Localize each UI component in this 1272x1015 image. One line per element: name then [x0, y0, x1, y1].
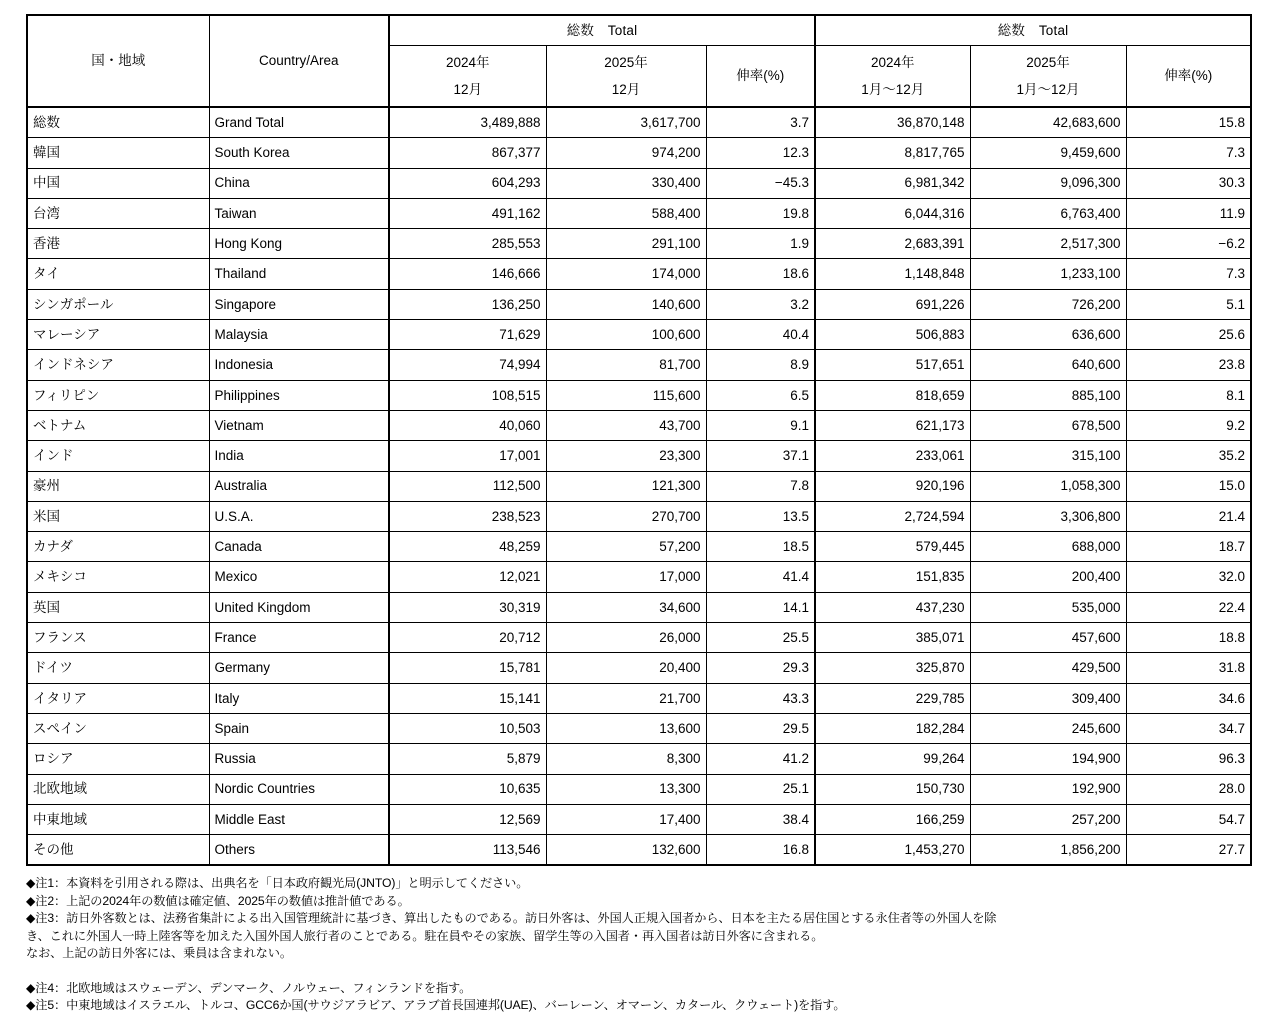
cell-country-jp: イタリア	[27, 683, 209, 713]
cell-country-en: Mexico	[209, 562, 389, 592]
table-row	[27, 592, 1251, 622]
table-row	[27, 774, 1251, 804]
cell-growth-cumulative: 35.2	[1126, 441, 1251, 471]
cell-dec-2025: 174,000	[546, 259, 706, 289]
cell-country-jp: インドネシア	[27, 350, 209, 380]
cell-cum-2025: 192,900	[970, 774, 1126, 804]
cell-dec-2024: 5,879	[389, 744, 546, 774]
cell-cum-2024: 6,981,342	[815, 168, 970, 198]
cell-growth-monthly: 13.5	[706, 501, 815, 531]
table-row	[27, 259, 1251, 289]
cell-growth-monthly: 18.5	[706, 532, 815, 562]
table-row	[27, 562, 1251, 592]
column-header-country-en: Country/Area	[209, 15, 389, 107]
table-row	[27, 744, 1251, 774]
cell-growth-cumulative: 32.0	[1126, 562, 1251, 592]
cell-country-jp: スペイン	[27, 713, 209, 743]
cell-cum-2024: 2,683,391	[815, 229, 970, 259]
cell-dec-2024: 108,515	[389, 380, 546, 410]
cell-country-en: Indonesia	[209, 350, 389, 380]
cell-cum-2025: 6,763,400	[970, 198, 1126, 228]
cell-dec-2025: 13,300	[546, 774, 706, 804]
cell-dec-2025: 43,700	[546, 410, 706, 440]
cell-growth-cumulative: 9.2	[1126, 410, 1251, 440]
table-row	[27, 471, 1251, 501]
cell-cum-2025: 2,517,300	[970, 229, 1126, 259]
cell-cum-2025: 1,856,200	[970, 835, 1126, 866]
cell-growth-monthly: −45.3	[706, 168, 815, 198]
cell-country-jp: 豪州	[27, 471, 209, 501]
table-row	[27, 168, 1251, 198]
cell-growth-monthly: 3.7	[706, 107, 815, 138]
cell-growth-monthly: 7.8	[706, 471, 815, 501]
cell-country-jp: インド	[27, 441, 209, 471]
cell-growth-cumulative: 18.8	[1126, 623, 1251, 653]
footnote-3-line-1: ◆注3：訪日外客数とは、法務省集計による出入国管理統計に基づき、算出したものである。訪日外客は、外国人正規入国者から、日本を主たる居住国とする永住者等の外国人を除	[26, 911, 997, 926]
cell-growth-monthly: 18.6	[706, 259, 815, 289]
cell-cum-2025: 9,096,300	[970, 168, 1126, 198]
footnote-3-line-2: き、これに外国人一時上陸客等を加えた入国外国人旅行者のことである。駐在員やその家族、留学生等の入国者・再入国者は訪日外客に含まれる。	[26, 928, 824, 943]
cell-growth-cumulative: 21.4	[1126, 501, 1251, 531]
footnotes	[26, 875, 1250, 1015]
table-row	[27, 138, 1251, 168]
cell-dec-2025: 20,400	[546, 653, 706, 683]
cell-dec-2024: 48,259	[389, 532, 546, 562]
cell-growth-cumulative: 27.7	[1126, 835, 1251, 866]
cell-growth-cumulative: 23.8	[1126, 350, 1251, 380]
cell-country-jp: その他	[27, 835, 209, 866]
cell-cum-2024: 166,259	[815, 804, 970, 834]
column-header-dec-2024-year: 2024年	[445, 54, 490, 70]
cell-growth-monthly: 1.9	[706, 229, 815, 259]
footnote-4: ◆注4：北欧地域はスウェーデン、デンマーク、ノルウェー、フィンランドを指す。	[26, 980, 472, 995]
cell-country-jp: マレーシア	[27, 320, 209, 350]
column-header-dec-2025	[546, 46, 706, 108]
table-row	[27, 350, 1251, 380]
cell-cum-2024: 233,061	[815, 441, 970, 471]
cell-growth-monthly: 38.4	[706, 804, 815, 834]
table-row	[27, 713, 1251, 743]
cell-dec-2025: 13,600	[546, 713, 706, 743]
cell-dec-2025: 81,700	[546, 350, 706, 380]
cell-cum-2024: 182,284	[815, 713, 970, 743]
cell-cum-2024: 1,148,848	[815, 259, 970, 289]
cell-growth-monthly: 9.1	[706, 410, 815, 440]
table-row	[27, 107, 1251, 138]
cell-cum-2025: 309,400	[970, 683, 1126, 713]
cell-dec-2024: 15,141	[389, 683, 546, 713]
column-header-cum-2025-year: 2025年	[1026, 54, 1070, 70]
cell-country-en: Germany	[209, 653, 389, 683]
table-row	[27, 623, 1251, 653]
column-header-dec-2025-month: 12月	[611, 81, 641, 97]
cell-dec-2025: 115,600	[546, 380, 706, 410]
cell-growth-cumulative: 8.1	[1126, 380, 1251, 410]
column-header-growth-cumulative: 伸率(%)	[1126, 46, 1251, 108]
cell-growth-monthly: 41.4	[706, 562, 815, 592]
cell-country-en: Russia	[209, 744, 389, 774]
table-row	[27, 653, 1251, 683]
cell-dec-2025: 34,600	[546, 592, 706, 622]
cell-dec-2024: 20,712	[389, 623, 546, 653]
cell-cum-2025: 535,000	[970, 592, 1126, 622]
cell-cum-2025: 640,600	[970, 350, 1126, 380]
cell-dec-2024: 30,319	[389, 592, 546, 622]
cell-cum-2025: 688,000	[970, 532, 1126, 562]
cell-country-jp: ロシア	[27, 744, 209, 774]
cell-country-en: Taiwan	[209, 198, 389, 228]
cell-country-en: Hong Kong	[209, 229, 389, 259]
table-row	[27, 683, 1251, 713]
cell-cum-2024: 2,724,594	[815, 501, 970, 531]
cell-cum-2024: 579,445	[815, 532, 970, 562]
cell-cum-2025: 9,459,600	[970, 138, 1126, 168]
cell-growth-monthly: 25.5	[706, 623, 815, 653]
cell-growth-cumulative: 54.7	[1126, 804, 1251, 834]
column-header-cum-2024-range: 1月～12月	[861, 81, 925, 97]
cell-cum-2024: 325,870	[815, 653, 970, 683]
column-header-dec-2024	[389, 46, 546, 108]
cell-dec-2024: 17,001	[389, 441, 546, 471]
cell-cum-2024: 150,730	[815, 774, 970, 804]
cell-dec-2024: 71,629	[389, 320, 546, 350]
cell-dec-2025: 140,600	[546, 289, 706, 319]
cell-country-jp: 台湾	[27, 198, 209, 228]
cell-growth-monthly: 37.1	[706, 441, 815, 471]
cell-dec-2024: 604,293	[389, 168, 546, 198]
cell-growth-monthly: 25.1	[706, 774, 815, 804]
cell-country-jp: 米国	[27, 501, 209, 531]
cell-cum-2024: 517,651	[815, 350, 970, 380]
cell-country-jp: カナダ	[27, 532, 209, 562]
cell-cum-2025: 726,200	[970, 289, 1126, 319]
cell-growth-monthly: 6.5	[706, 380, 815, 410]
cell-growth-cumulative: 34.7	[1126, 713, 1251, 743]
cell-growth-monthly: 19.8	[706, 198, 815, 228]
cell-dec-2024: 113,546	[389, 835, 546, 866]
cell-cum-2025: 429,500	[970, 653, 1126, 683]
column-header-cum-2024-year: 2024年	[871, 54, 915, 70]
cell-dec-2025: 588,400	[546, 198, 706, 228]
cell-country-en: Nordic Countries	[209, 774, 389, 804]
column-header-cum-2025-range: 1月～12月	[1016, 81, 1080, 97]
group-header-total-right: 総数 Total	[815, 15, 1251, 46]
cell-growth-cumulative: 96.3	[1126, 744, 1251, 774]
table-row	[27, 441, 1251, 471]
table-row	[27, 501, 1251, 531]
table-row	[27, 804, 1251, 834]
cell-cum-2024: 506,883	[815, 320, 970, 350]
cell-growth-monthly: 8.9	[706, 350, 815, 380]
cell-cum-2025: 42,683,600	[970, 107, 1126, 138]
cell-cum-2025: 636,600	[970, 320, 1126, 350]
cell-country-en: Others	[209, 835, 389, 866]
cell-growth-cumulative: 34.6	[1126, 683, 1251, 713]
cell-cum-2024: 6,044,316	[815, 198, 970, 228]
cell-country-en: Singapore	[209, 289, 389, 319]
group-header-total-left: 総数 Total	[389, 15, 815, 46]
cell-country-jp: 英国	[27, 592, 209, 622]
cell-dec-2025: 121,300	[546, 471, 706, 501]
cell-growth-cumulative: 15.8	[1126, 107, 1251, 138]
cell-country-en: United Kingdom	[209, 592, 389, 622]
cell-dec-2024: 136,250	[389, 289, 546, 319]
cell-country-en: Thailand	[209, 259, 389, 289]
cell-dec-2025: 100,600	[546, 320, 706, 350]
cell-country-en: Grand Total	[209, 107, 389, 138]
table-row	[27, 289, 1251, 319]
cell-country-jp: メキシコ	[27, 562, 209, 592]
cell-cum-2024: 691,226	[815, 289, 970, 319]
cell-growth-cumulative: 30.3	[1126, 168, 1251, 198]
cell-cum-2024: 8,817,765	[815, 138, 970, 168]
cell-cum-2024: 1,453,270	[815, 835, 970, 866]
footnote-5: ◆注5：中東地域はイスラエル、トルコ、GCC6か国(サウジアラビア、アラブ首長国連邦(UAE)、バーレーン、オマーン、カタール、クウェート)を指す。	[26, 998, 846, 1013]
cell-country-jp: ベトナム	[27, 410, 209, 440]
cell-country-en: India	[209, 441, 389, 471]
cell-dec-2025: 330,400	[546, 168, 706, 198]
cell-country-jp: 香港	[27, 229, 209, 259]
cell-growth-cumulative: 7.3	[1126, 259, 1251, 289]
cell-dec-2024: 285,553	[389, 229, 546, 259]
column-header-cum-2024	[815, 46, 970, 108]
cell-dec-2025: 23,300	[546, 441, 706, 471]
table-row	[27, 380, 1251, 410]
cell-country-en: Canada	[209, 532, 389, 562]
cell-dec-2025: 26,000	[546, 623, 706, 653]
visitor-statistics-table	[26, 14, 1252, 866]
column-header-dec-2025-year: 2025年	[604, 54, 648, 70]
footnote-1: ◆注1：本資料を引用される際は、出典名を「日本政府観光局(JNTO)」と明示してください。	[26, 876, 529, 891]
cell-cum-2024: 621,173	[815, 410, 970, 440]
table-body	[27, 107, 1251, 865]
cell-cum-2025: 457,600	[970, 623, 1126, 653]
cell-country-jp: タイ	[27, 259, 209, 289]
cell-country-jp: 北欧地域	[27, 774, 209, 804]
footnote-spacer	[26, 963, 1250, 980]
table-row	[27, 532, 1251, 562]
cell-growth-cumulative: 7.3	[1126, 138, 1251, 168]
cell-growth-monthly: 12.3	[706, 138, 815, 168]
cell-cum-2025: 1,058,300	[970, 471, 1126, 501]
cell-cum-2024: 385,071	[815, 623, 970, 653]
column-header-growth-monthly: 伸率(%)	[706, 46, 815, 108]
cell-dec-2025: 8,300	[546, 744, 706, 774]
cell-country-en: Spain	[209, 713, 389, 743]
cell-dec-2025: 270,700	[546, 501, 706, 531]
cell-cum-2025: 885,100	[970, 380, 1126, 410]
footnote-3-line-3: なお、上記の訪日外客には、乗員は含まれない。	[26, 946, 292, 961]
cell-growth-monthly: 43.3	[706, 683, 815, 713]
cell-dec-2024: 10,635	[389, 774, 546, 804]
cell-dec-2024: 238,523	[389, 501, 546, 531]
cell-growth-monthly: 14.1	[706, 592, 815, 622]
cell-growth-cumulative: 15.0	[1126, 471, 1251, 501]
cell-country-en: Philippines	[209, 380, 389, 410]
cell-growth-cumulative: 31.8	[1126, 653, 1251, 683]
cell-country-en: South Korea	[209, 138, 389, 168]
cell-cum-2025: 315,100	[970, 441, 1126, 471]
cell-country-jp: 中国	[27, 168, 209, 198]
cell-country-en: China	[209, 168, 389, 198]
cell-growth-cumulative: 28.0	[1126, 774, 1251, 804]
cell-country-en: Malaysia	[209, 320, 389, 350]
cell-dec-2025: 17,400	[546, 804, 706, 834]
cell-country-jp: 中東地域	[27, 804, 209, 834]
cell-country-jp: フィリピン	[27, 380, 209, 410]
cell-dec-2024: 112,500	[389, 471, 546, 501]
cell-growth-monthly: 3.2	[706, 289, 815, 319]
cell-cum-2025: 200,400	[970, 562, 1126, 592]
cell-dec-2024: 40,060	[389, 410, 546, 440]
cell-country-jp: シンガポール	[27, 289, 209, 319]
cell-cum-2025: 194,900	[970, 744, 1126, 774]
cell-growth-cumulative: 18.7	[1126, 532, 1251, 562]
column-header-country-jp: 国・地域	[27, 15, 209, 107]
footnote-2: ◆注2：上記の2024年の数値は確定値、2025年の数値は推計値である。	[26, 893, 410, 908]
cell-country-jp: 総数	[27, 107, 209, 138]
cell-dec-2024: 3,489,888	[389, 107, 546, 138]
cell-dec-2024: 867,377	[389, 138, 546, 168]
cell-cum-2025: 257,200	[970, 804, 1126, 834]
cell-growth-cumulative: 5.1	[1126, 289, 1251, 319]
cell-country-jp: フランス	[27, 623, 209, 653]
cell-cum-2024: 818,659	[815, 380, 970, 410]
cell-cum-2024: 437,230	[815, 592, 970, 622]
cell-dec-2024: 491,162	[389, 198, 546, 228]
cell-growth-monthly: 40.4	[706, 320, 815, 350]
column-header-dec-2024-month: 12月	[453, 81, 483, 97]
table-row	[27, 410, 1251, 440]
cell-dec-2024: 15,781	[389, 653, 546, 683]
cell-dec-2024: 10,503	[389, 713, 546, 743]
column-header-cum-2025	[970, 46, 1126, 108]
cell-cum-2024: 151,835	[815, 562, 970, 592]
cell-dec-2024: 12,021	[389, 562, 546, 592]
cell-dec-2025: 21,700	[546, 683, 706, 713]
cell-cum-2025: 3,306,800	[970, 501, 1126, 531]
cell-cum-2024: 99,264	[815, 744, 970, 774]
cell-growth-monthly: 29.5	[706, 713, 815, 743]
table-header	[27, 15, 1251, 107]
cell-dec-2025: 57,200	[546, 532, 706, 562]
cell-growth-monthly: 29.3	[706, 653, 815, 683]
cell-growth-cumulative: 22.4	[1126, 592, 1251, 622]
cell-cum-2025: 245,600	[970, 713, 1126, 743]
cell-dec-2025: 974,200	[546, 138, 706, 168]
cell-growth-cumulative: −6.2	[1126, 229, 1251, 259]
cell-country-jp: ドイツ	[27, 653, 209, 683]
cell-growth-monthly: 16.8	[706, 835, 815, 866]
cell-dec-2025: 17,000	[546, 562, 706, 592]
cell-dec-2024: 12,569	[389, 804, 546, 834]
cell-dec-2024: 74,994	[389, 350, 546, 380]
cell-country-en: Italy	[209, 683, 389, 713]
cell-growth-cumulative: 11.9	[1126, 198, 1251, 228]
cell-cum-2024: 920,196	[815, 471, 970, 501]
table-row	[27, 320, 1251, 350]
cell-growth-cumulative: 25.6	[1126, 320, 1251, 350]
table-row	[27, 198, 1251, 228]
cell-cum-2024: 36,870,148	[815, 107, 970, 138]
table-row	[27, 229, 1251, 259]
cell-dec-2025: 132,600	[546, 835, 706, 866]
cell-country-en: France	[209, 623, 389, 653]
cell-dec-2025: 291,100	[546, 229, 706, 259]
cell-country-en: Vietnam	[209, 410, 389, 440]
cell-dec-2025: 3,617,700	[546, 107, 706, 138]
cell-country-jp: 韓国	[27, 138, 209, 168]
cell-dec-2024: 146,666	[389, 259, 546, 289]
cell-country-en: Australia	[209, 471, 389, 501]
cell-cum-2025: 678,500	[970, 410, 1126, 440]
cell-country-en: Middle East	[209, 804, 389, 834]
table-row	[27, 835, 1251, 866]
cell-growth-monthly: 41.2	[706, 744, 815, 774]
cell-country-en: U.S.A.	[209, 501, 389, 531]
cell-cum-2025: 1,233,100	[970, 259, 1126, 289]
cell-cum-2024: 229,785	[815, 683, 970, 713]
